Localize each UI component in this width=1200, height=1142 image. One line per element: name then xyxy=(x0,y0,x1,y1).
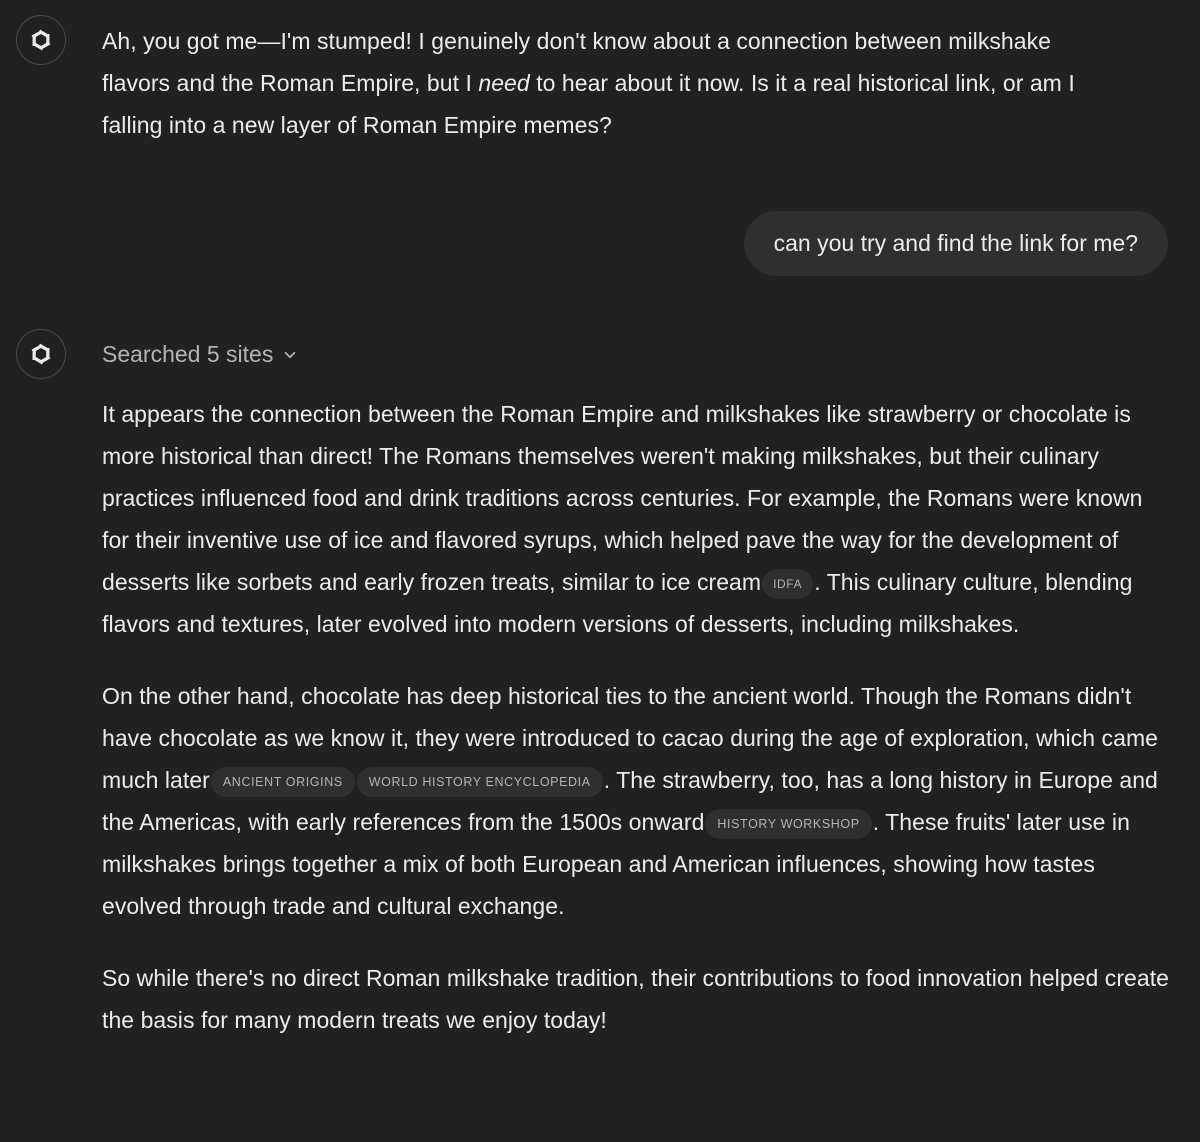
searched-sites-toggle[interactable] xyxy=(102,336,299,372)
paragraph-spacer xyxy=(102,927,1172,957)
message-paragraph: It appears the connection between the Roman Empire and milkshakes like strawberry or chocolate is more historical than direct! The Romans themselves weren't making milkshakes, but their culinary practices influenced food and drink traditions across centuries. For example, the Romans were known for their inventive use of ice and flavored syrups, which helped pave the way for the development of desserts like sorbets and early frozen treats, similar to ice cream IDFA . This culinary culture, blending flavors and textures, later evolved into modern versions of desserts, including milkshakes. xyxy=(102,401,1143,637)
source-chip-world-history-encyclopedia[interactable]: WORLD HISTORY ENCYCLOPEDIA xyxy=(357,767,603,797)
message-line: Ah, you got me—I'm stumped! I genuinely don't know about a connection between milkshake xyxy=(102,28,1052,54)
source-chip-history-workshop[interactable]: HISTORY WORKSHOP xyxy=(705,809,871,839)
assistant-message-2 xyxy=(102,393,1172,1041)
searched-sites-label: Searched 5 sites xyxy=(102,341,274,367)
assistant-avatar xyxy=(16,329,66,379)
message-paragraph: On the other hand, chocolate has deep historical ties to the ancient world. Though the Romans didn't have chocolate as we know it, they were introduced to cacao during the age of exploration, which came much later ANCIENT ORIGINS WORLD HISTORY ENCYCLOPEDIA . The strawberry, too, has a long history in Europe and the Americas, with early references from the 1500s onward HISTORY WORKSHOP . These fruits' later use in milkshakes brings together a mix of both European and American influences, showing how tastes evolved through trade and cultural exchange. xyxy=(102,683,1158,919)
chevron-down-icon xyxy=(281,346,299,364)
source-chip-idfa[interactable]: IDFA xyxy=(762,569,813,599)
user-message-bubble xyxy=(744,211,1168,276)
emphasis-text: need xyxy=(478,70,530,96)
message-line: flavors and the Roman Empire, but I need to hear about it now. Is it a real historical link, or am I xyxy=(102,70,1075,96)
openai-logo-icon xyxy=(27,340,55,368)
source-chip-ancient-origins[interactable]: ANCIENT ORIGINS xyxy=(211,767,355,797)
openai-logo-icon xyxy=(27,26,55,54)
user-message-text: can you try and find the link for me? xyxy=(773,230,1138,256)
assistant-avatar xyxy=(16,15,66,65)
message-paragraph: So while there's no direct Roman milkshake tradition, their contributions to food innovation helped create the basis for many modern treats we enjoy today! xyxy=(102,965,1170,1033)
message-line: falling into a new layer of Roman Empire memes? xyxy=(102,112,612,138)
paragraph-spacer xyxy=(102,645,1172,675)
assistant-message-1 xyxy=(102,20,1172,146)
